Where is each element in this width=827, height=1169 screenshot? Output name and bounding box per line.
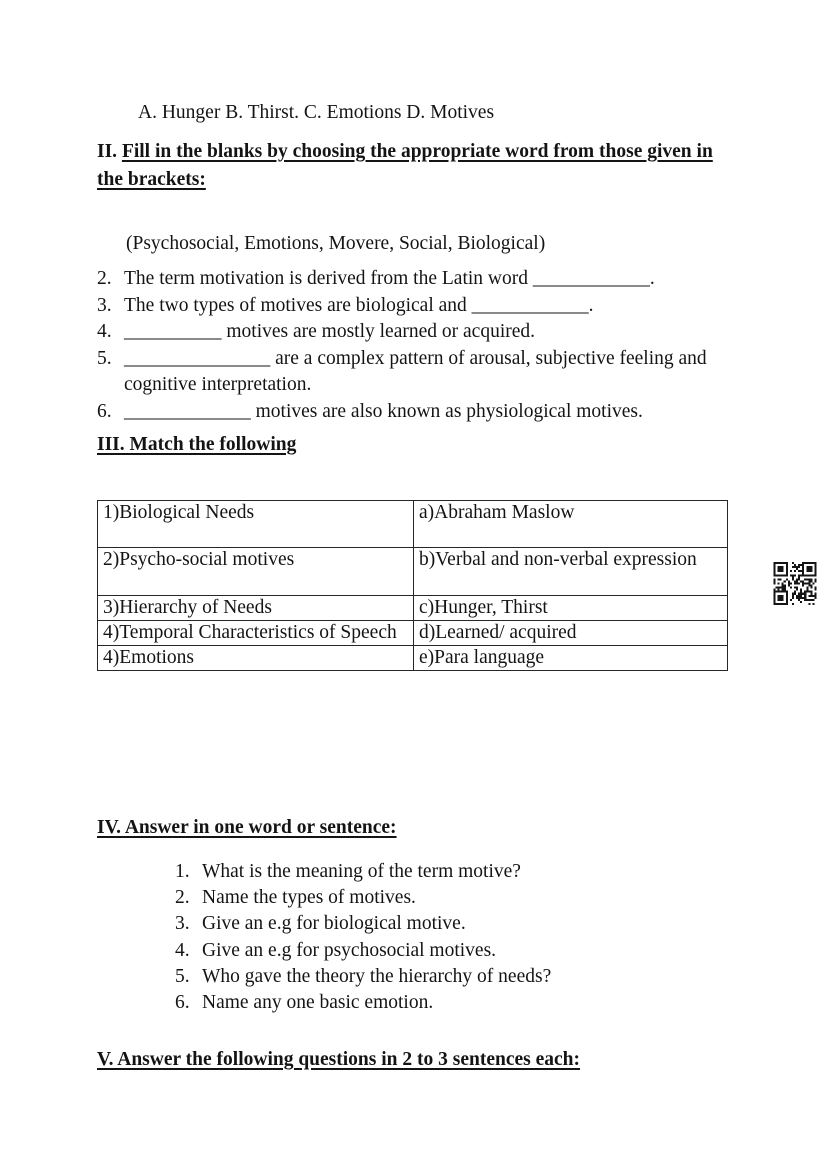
match-left-cell: 4)Emotions xyxy=(98,646,414,671)
fill-blanks-list xyxy=(97,266,715,426)
match-right-cell: a)Abraham Maslow xyxy=(414,501,728,548)
item-text: Give an e.g for psychosocial motives. xyxy=(202,939,497,961)
item-text: Give an e.g for biological motive. xyxy=(202,913,466,935)
item-number: 4. xyxy=(175,939,190,961)
fill-blank-item xyxy=(97,399,715,426)
item-number: 4. xyxy=(97,321,112,343)
item-text: _______________ are a complex pattern of arousal, subjective feeling and cognitive interpretation. xyxy=(124,347,707,396)
match-row xyxy=(98,548,728,596)
option-line: A. Hunger B. Thirst. C. Emotions D. Motives xyxy=(138,102,495,123)
match-row xyxy=(98,596,728,621)
item-number: 5. xyxy=(175,965,190,987)
match-row xyxy=(98,621,728,646)
item-number: 5. xyxy=(97,347,112,369)
section-iii-heading: III. Match the following xyxy=(97,434,297,455)
item-number: 1. xyxy=(175,861,190,882)
item-number: 6. xyxy=(175,992,190,1014)
section-v-heading: V. Answer the following questions in 2 to 3 sentences each: xyxy=(97,1049,581,1070)
match-left-cell: 3)Hierarchy of Needs xyxy=(98,596,414,621)
item-number: 2. xyxy=(97,268,112,289)
question-item xyxy=(175,990,645,1016)
section-ii-title-line1: Fill in the blanks by choosing the appropriate word from those given in xyxy=(121,141,713,162)
item-text: Name the types of motives. xyxy=(202,887,416,909)
match-left-cell: 4)Temporal Characteristics of Speech xyxy=(98,621,414,646)
item-text: Name any one basic emotion. xyxy=(202,992,434,1014)
question-item xyxy=(175,885,645,911)
fill-blank-item xyxy=(97,319,715,346)
section-iv-heading: IV. Answer in one word or sentence: xyxy=(97,817,397,838)
item-number: 2. xyxy=(175,887,190,909)
question-item xyxy=(175,938,645,964)
fill-blank-item xyxy=(97,346,715,399)
item-number: 6. xyxy=(97,400,112,422)
item-text: _____________ motives are also known as physiological motives. xyxy=(124,400,643,422)
section-ii-heading xyxy=(97,138,713,193)
match-right-cell: c)Hunger, Thirst xyxy=(414,596,728,621)
item-number: 3. xyxy=(97,294,112,316)
item-text: The term motivation is derived from the Latin word ____________. xyxy=(124,268,655,289)
one-word-question-list xyxy=(175,859,645,1016)
match-right-cell: b)Verbal and non-verbal expression xyxy=(414,548,728,596)
word-bank: (Psychosocial, Emotions, Movere, Social, Biological) xyxy=(126,233,546,254)
match-row xyxy=(98,501,728,548)
match-row xyxy=(98,646,728,671)
match-table xyxy=(97,500,728,671)
item-text: Who gave the theory the hierarchy of needs? xyxy=(202,965,552,987)
qr-code xyxy=(772,562,818,605)
item-number: 3. xyxy=(175,913,190,935)
match-right-cell: d)Learned/ acquired xyxy=(414,621,728,646)
section-ii-numeral: II. xyxy=(97,141,118,162)
item-text: The two types of motives are biological and ____________. xyxy=(124,294,594,316)
fill-blank-item xyxy=(97,293,715,320)
match-left-cell: 2)Psycho-social motives xyxy=(98,548,414,596)
question-item xyxy=(175,859,645,885)
section-ii-title-line2: the brackets: xyxy=(97,168,206,190)
question-item xyxy=(175,964,645,990)
fill-blank-item xyxy=(97,266,715,293)
item-text: __________ motives are mostly learned or acquired. xyxy=(124,321,536,343)
item-text: What is the meaning of the term motive? xyxy=(202,861,521,882)
question-item xyxy=(175,911,645,937)
match-left-cell: 1)Biological Needs xyxy=(98,501,414,548)
match-right-cell: e)Para language xyxy=(414,646,728,671)
